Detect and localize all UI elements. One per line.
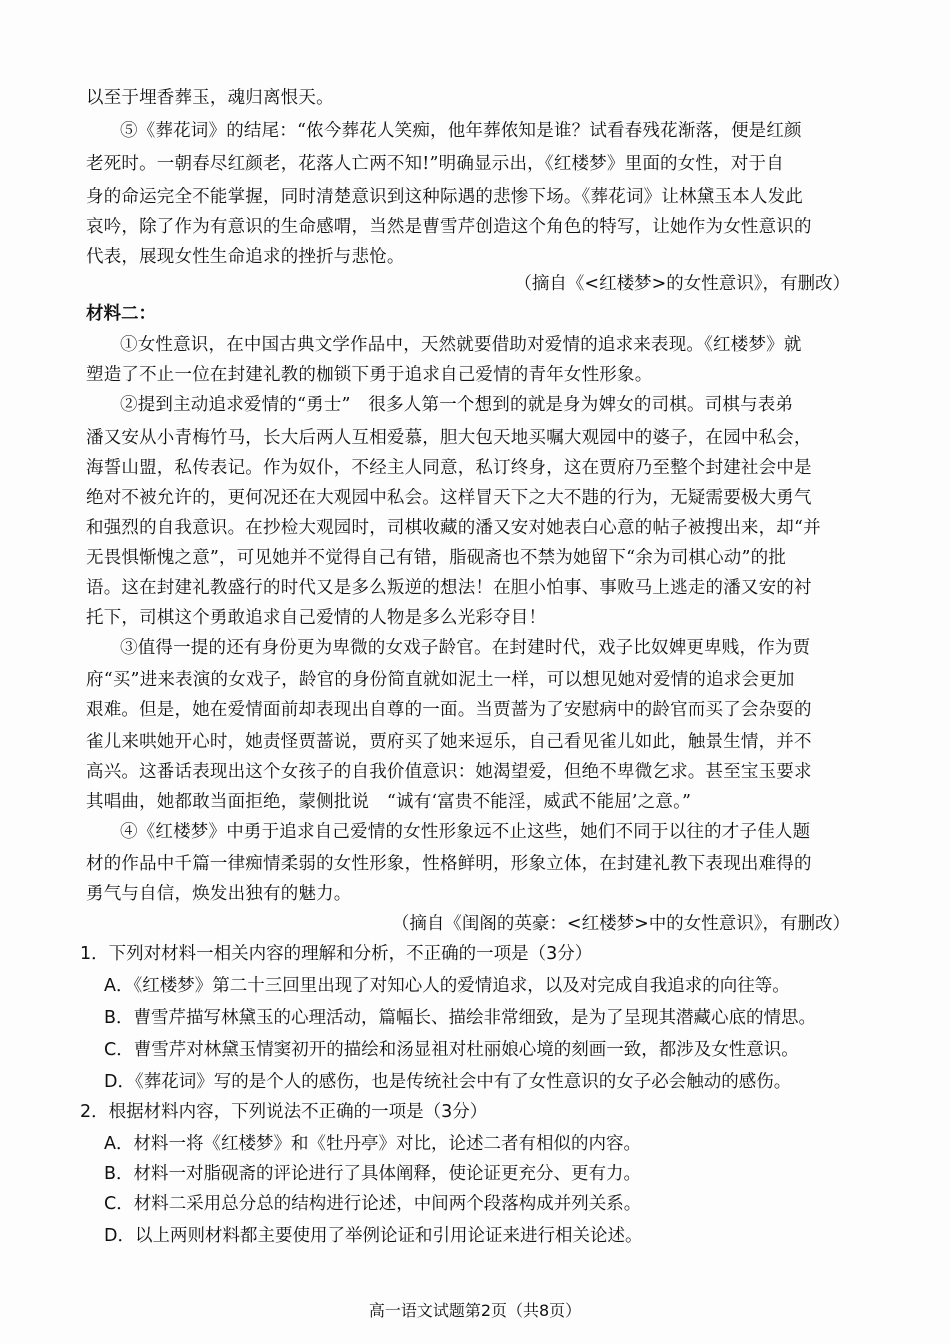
question-1-option-c: C．曹雪芹对林黛玉情窦初开的描绘和汤显祖对杜丽娘心境的刻画一致，都涉及女性意识。 [104,1040,799,1060]
material-2-paragraph-2-line: 和强烈的自我意识。在抄检大观园时，司棋收藏的潘又安对她表白心意的帖子被搜出来，却“并 [86,518,821,538]
material-2-paragraph-4-line: 材的作品中千篇一律痴情柔弱的女性形象，性格鲜明，形象立体，在封建礼教下表现出难得的 [86,854,812,874]
material-2-paragraph-2-line: 无畏惧惭愧之意”，可见她并不觉得自己有错，脂砚斋也不禁为她留下“余为司棋心动”的批 [86,548,787,568]
question-1-option-a: A．《红楼梦》第二十三回里出现了对知心人的爱情追求，以及对完成自我追求的向往等。 [104,976,790,996]
paragraph-5-line: 身的命运完全不能掌握，同时清楚意识到这种际遇的悲惨下场。《葬花词》让林黛玉本人发此 [86,187,803,207]
question-2-stem: 2．根据材料内容，下列说法不正确的一项是（3分） [80,1102,488,1122]
material-2-paragraph-4-line: ④《红楼梦》中勇于追求自己爱情的女性形象远不止这些，她们不同于以往的才子佳人题 [120,822,811,842]
question-2-option-d: D．以上两则材料都主要使用了举例论证和引用论证来进行相关论述。 [104,1226,643,1246]
material-2-paragraph-3-line: 府“买”进来表演的女戏子，龄官的身份简直就如泥土一样，可以想见她对爱情的追求会更加 [86,670,795,690]
question-1-option-d: D．《葬花词》写的是个人的感伤，也是传统社会中有了女性意识的女子必会触动的感伤。 [104,1072,792,1092]
passage-continuation: 以至于埋香葬玉，魂归离恨天。 [86,88,334,108]
material-2-paragraph-3-line: ③值得一提的还有身份更为卑微的女戏子龄官。在封建时代，戏子比奴婢更卑贱，作为贾 [120,638,811,658]
question-2-option-b: B．材料一对脂砚斋的评论进行了具体阐释，使论证更充分、更有力。 [104,1164,642,1184]
paragraph-5-line: ⑤《葬花词》的结尾：“侬今葬花人笑痴，他年葬侬知是谁？试看春残花渐落，便是红颜 [120,121,802,141]
material-2-paragraph-3-line: 其唱曲，她都敢当面拒绝，蒙侧批说 “诚有‘富贵不能淫，威武不能屈’之意。” [86,792,692,812]
question-2-option-c: C．材料二采用总分总的结构进行论述，中间两个段落构成并列关系。 [104,1194,642,1214]
material-2-paragraph-2-line: 海誓山盟，私传表记。作为奴仆，不经主人同意，私订终身，这在贾府乃至整个封建社会中是 [86,458,812,478]
material-2-paragraph-3-line: 高兴。这番话表现出这个女孩子的自我价值意识：她渴望爱，但绝不卑微乞求。甚至宝玉要求 [86,762,812,782]
material-2-paragraph-2-line: 潘又安从小青梅竹马，长大后两人互相爱慕，胆大包天地买嘱大观园中的婆子，在园中私会， [86,428,812,448]
page-footer: 高一语文试题第2页（共8页） [368,1301,582,1320]
material-2-paragraph-1-line: 塑造了不止一位在封建礼教的枷锁下勇于追求自己爱情的青年女性形象。 [86,365,653,385]
question-1-stem: 1．下列对材料一相关内容的理解和分析，不正确的一项是（3分） [80,944,593,964]
question-2-option-a: A．材料一将《红楼梦》和《牡丹亭》对比，论述二者有相似的内容。 [104,1134,641,1154]
material-2-paragraph-4-line: 勇气与自信，焕发出独有的魅力。 [86,884,352,904]
material-2-paragraph-2-line: ②提到主动追求爱情的“勇士” 很多人第一个想到的就是身为婢女的司棋。司棋与表弟 [120,395,794,415]
paragraph-5-line: 哀吟，除了作为有意识的生命感喟，当然是曹雪芹创造这个角色的特写，让她作为女性意识的 [86,217,812,237]
material-2-paragraph-2-line: 语。这在封建礼教盛行的时代又是多么叛逆的想法！在胆小怕事、事败马上逃走的潘又安的衬 [86,578,812,598]
material-2-paragraph-3-line: 艰难。但是，她在爱情面前却表现出自尊的一面。当贾蔷为了安慰病中的龄官而买了会杂耍的 [86,700,812,720]
material-2-paragraph-3-line: 雀儿来哄她开心时，她责怪贾蔷说，贾府买了她来逗乐，自己看见雀儿如此，触景生情，并不 [86,732,812,752]
question-1-option-b: B．曹雪芹描写林黛玉的心理活动，篇幅长、描绘非常细致，是为了呈现其潜藏心底的情思。 [104,1008,817,1028]
source-citation-1: （摘自《<红楼梦>的女性意识》，有删改） [514,274,850,294]
material-2-paragraph-2-line: 托下，司棋这个勇敢追求自己爱情的人物是多么光彩夺目！ [86,608,547,628]
source-citation-2: （摘自《闺阁的英豪：<红楼梦>中的女性意识》，有删改） [391,914,850,934]
material-2-paragraph-2-line: 绝对不被允许的，更何况还在大观园中私会。这样冒天下之大不韪的行为，无疑需要极大勇气 [86,488,812,508]
material-2-heading: 材料二： [86,304,156,324]
material-2-paragraph-1-line: ①女性意识，在中国古典文学作品中，天然就要借助对爱情的追求来表现。《红楼梦》就 [120,335,802,355]
paragraph-5-line: 老死时。一朝春尽红颜老，花落人亡两不知!”明确显示出，《红楼梦》里面的女性，对于自 [86,154,784,174]
paragraph-5-line: 代表，展现女性生命追求的挫折与悲怆。 [86,247,405,267]
